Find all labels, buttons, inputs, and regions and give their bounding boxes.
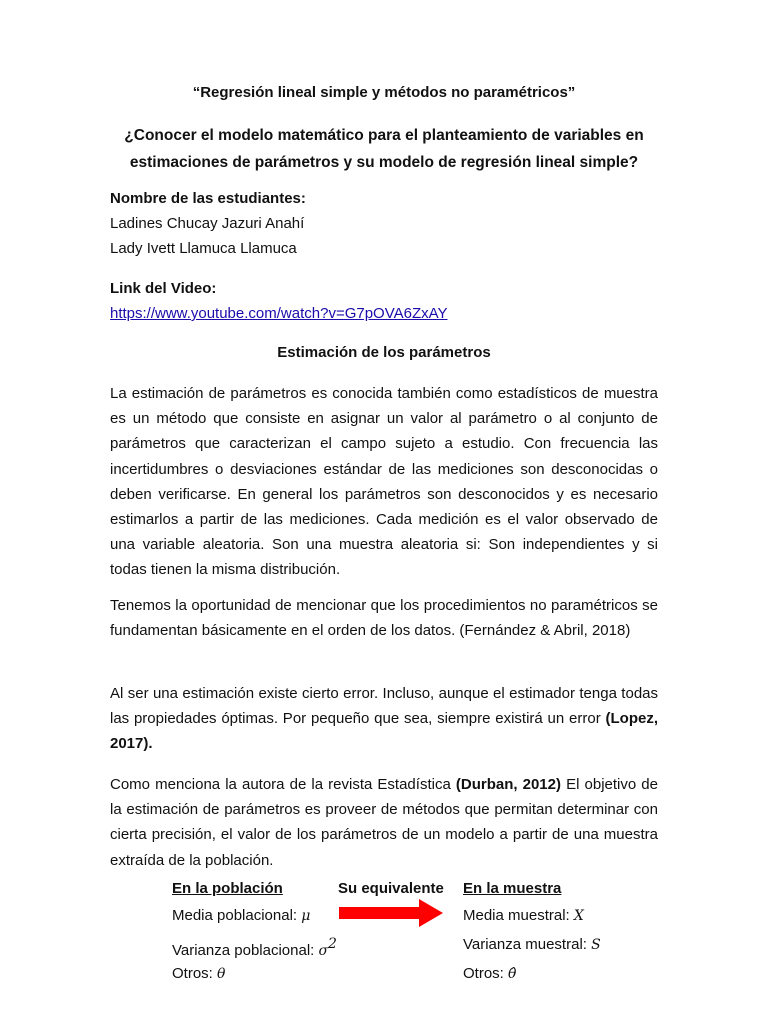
paragraph-1: La estimación de parámetros es conocida también como estadísticos de muestra es un método que consiste en asignar un valor al parámetro o al conjunto de parámetros que caracterizan el campo sujeto a estudio. Con frecuencia las incertidumbres o desviaciones estándar de las mediciones son desconocidas o deben verificarse. En general los parámetros son desconocidos y es necesario estimarlos a partir de las mediciones. Cada medición es el valor observado de una variable aleatoria. Son una muestra aleatoria si: Son independientes y si todas tienen la misma distribución. <box>110 385 658 579</box>
others-population-label: Otros: <box>172 965 218 982</box>
students-label: Nombre de las estudiantes: <box>110 190 306 207</box>
mean-sample-label: Media muestral: <box>463 907 574 924</box>
sigma-exponent: 2 <box>328 936 337 952</box>
equivalence-arrow <box>339 899 443 927</box>
row-others-sample <box>463 965 516 982</box>
sigma-symbol: σ <box>318 943 329 959</box>
video-link[interactable]: https://www.youtube.com/watch?v=G7pOVA6ZxAY <box>110 305 448 322</box>
s-symbol: S <box>591 937 601 953</box>
citation-lopez: (Lopez, 2017). <box>110 710 658 753</box>
paragraph-2: Tenemos la oportunidad de mencionar que los procedimientos no paramétricos se fundamentan básicamente en el orden de los datos. (Fernández & Abril, 2018) <box>110 597 658 640</box>
paragraph-3 <box>110 681 658 757</box>
research-question <box>0 122 768 176</box>
header-equivalent: Su equivalente <box>338 880 444 897</box>
others-sample-label: Otros: <box>463 965 509 982</box>
document-title: “Regresión lineal simple y métodos no paramétricos” <box>192 84 576 101</box>
theta-hat-symbol: θ̂ <box>508 966 517 982</box>
student-name-1: Ladines Chucay Jazuri Anahí <box>110 215 305 232</box>
row-variance-population <box>172 936 337 959</box>
citation-durban: (Durban, 2012) <box>455 776 561 793</box>
theta-symbol: θ <box>217 966 226 982</box>
mean-population-label: Media poblacional: <box>172 907 302 924</box>
row-mean-sample <box>463 907 584 924</box>
video-label: Link del Video: <box>110 280 217 297</box>
paragraph-4-post: El objetivo de la estimación de parámetros es proveer de métodos que permitan determinar con cierta precisión, el valor de los parámetros de un modelo a partir de una muestra extraída de la población. <box>110 776 658 869</box>
row-mean-population <box>172 907 310 924</box>
row-variance-sample <box>463 936 601 953</box>
research-question-text: ¿Conocer el modelo matemático para el planteamiento de variables en estimaciones de parámetros y su modelo de regresión lineal simple? <box>124 127 644 171</box>
paragraph-4-pre: Como menciona la autora de la revista Estadística <box>110 776 456 793</box>
paragraph-4 <box>110 772 658 873</box>
mu-symbol: μ <box>301 908 311 924</box>
header-sample: En la muestra <box>463 880 562 897</box>
x-symbol: X <box>573 908 584 924</box>
paragraph-3-text: Al ser una estimación existe cierto error. Incluso, aunque el estimador tenga todas las propiedades óptimas. Por pequeño que sea, siempre existirá un error <box>110 685 658 728</box>
row-others-population <box>172 965 225 982</box>
header-population: En la población <box>172 880 283 897</box>
arrow-shape <box>339 899 443 927</box>
section-title: Estimación de los parámetros <box>277 344 491 361</box>
student-name-2: Lady Ivett Llamuca Llamuca <box>110 240 297 257</box>
variance-population-label: Varianza poblacional: <box>172 942 319 959</box>
variance-sample-label: Varianza muestral: <box>463 936 592 953</box>
